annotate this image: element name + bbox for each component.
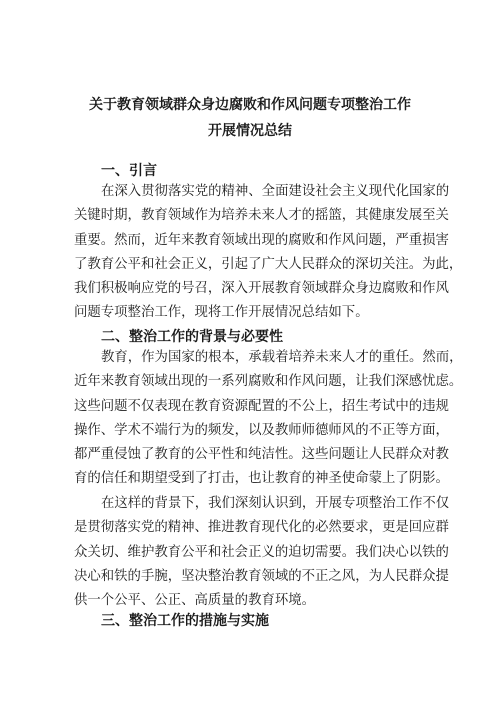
paragraph-line: 操作、学术不端行为的频发，以及教师师德师风的不正等方面， [74, 422, 449, 438]
section-1-paragraph-1 [74, 180, 463, 326]
section-2-paragraph-1 [74, 346, 463, 492]
paragraph-line: 了教育公平和社会正义，引起了广大人民群众的深切关注。为此， [74, 256, 463, 272]
paragraph-line: 供一个公平、公正、高质量的教育环境。 [74, 593, 316, 609]
paragraph-line: 我们积极响应党的号召，深入开展教育领域群众身边腐败和作风 [74, 281, 449, 297]
paragraph-line: 是贯彻落实党的精神、推进教育现代化的必然要求，更是回应群 [74, 520, 449, 536]
paragraph-line: 关键时期，教育领域作为培养未来人才的摇篮，其健康发展至关 [74, 208, 449, 224]
paragraph-line: 众关切、维护教育公平和社会正义的迫切需要。我们决心以铁的 [74, 544, 449, 560]
paragraph-line: 近年来教育领域出现的一系列腐败和作风问题，让我们深感忧虑。 [74, 374, 463, 390]
paragraph-line: 在这样的背景下，我们深刻认识到，开展专项整治工作不仅 [101, 496, 450, 511]
paragraph-line: 都严重侵蚀了教育的公平性和纯洁性。这些问题让人民群众对教 [74, 447, 449, 463]
paragraph-line: 这些问题不仅表现在教育资源配置的不公上，招生考试中的违规 [74, 398, 449, 414]
paragraph-line: 决心和铁的手腕，坚决整治教育领域的不正之风，为人民群众提 [74, 568, 449, 584]
section-heading-background: 二、整治工作的背景与必要性 [101, 329, 283, 345]
document-title-line-1: 关于教育领域群众身边腐败和作风问题专项整治工作 [89, 97, 411, 113]
section-2-paragraph-2 [74, 492, 450, 613]
paragraph-line: 在深入贯彻落实党的精神、全面建设社会主义现代化国家的 [101, 184, 450, 199]
paragraph-line: 教育，作为国家的根本，承载着培养未来人才的重任。然而， [101, 350, 463, 365]
paragraph-line: 问题专项整治工作，现将工作开展情况总结如下。 [74, 305, 369, 321]
paragraph-line: 重要。然而，近年来教育领域出现的腐败和作风问题，严重损害 [74, 232, 449, 248]
paragraph-line: 育的信任和期望受到了打击，也让教育的神圣使命蒙上了阴影。 [74, 471, 449, 487]
section-heading-introduction: 一、引言 [101, 163, 157, 179]
document-title-line-2: 开展情况总结 [208, 123, 292, 139]
section-heading-measures: 三、整治工作的措施与实施 [101, 613, 269, 629]
